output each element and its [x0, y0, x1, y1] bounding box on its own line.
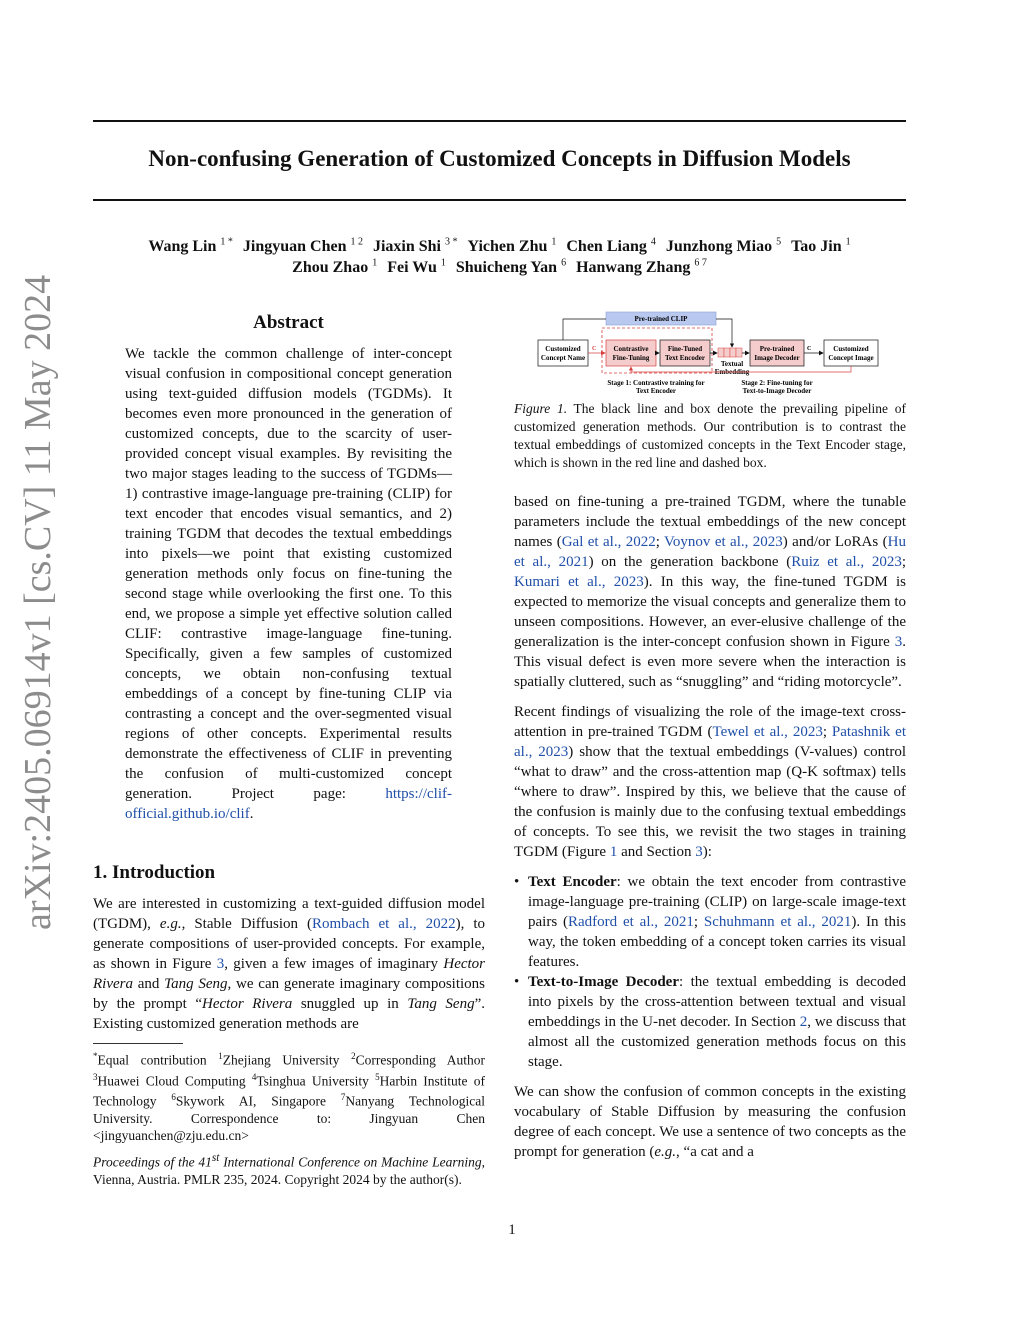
stage1-line2: Text Encoder — [636, 387, 676, 395]
contrastive-line1: Contrastive — [613, 345, 649, 353]
customized-image-line1: Customized — [833, 345, 869, 353]
clip-to-embedding-line — [716, 319, 732, 347]
abstract-text: We tackle the common challenge of inter-concept visual confusion in compositional concept generation using text-guided diffusion models (TGDMs). It becomes even more pronounced in the generation of customized concepts, due to the scarcity of user-provided concept visual examples. By revisiting the two major stages leading to the success of TGDMs—1) contrastive image-language pre-training (CLIP) for text encoder that encodes visual semantics, and 2) training TGDM that decodes the textual embeddings into pixels—we point that existing customized generation methods only focus on fine-tuning the second stage while overlooking the first one. To this end, we propose a simple yet effective solution called CLIF: contrastive image-language fine-tuning. Specifically, given a few samples of customized concepts, we obtain non-confusing textual embeddings of a concept by fine-tuning CLIP via contrasting a concept and the over-segmented visual regions of other concepts. Experimental results demonstrate the effectiveness of CLIF in preventing the confusion of multi-customized concept generation. Project page: https://clif-official.github.io/clif. — [125, 346, 452, 822]
author-1-5: Junzhong Miao $^5$ — [665, 237, 782, 256]
textual-line1: Textual — [720, 360, 744, 368]
page-number: 1 — [508, 1222, 516, 1238]
stage2-line2: Text-to-Image Decoder — [742, 387, 812, 395]
author-2-0: Zhou Zhao $^1$ — [292, 258, 378, 277]
author-1-0: Wang Lin $^{1 *}$ — [148, 237, 233, 256]
title-bottom-rule — [93, 199, 906, 201]
right-paragraph-1: based on fine-tuning a pre-trained TGDM, where the tunable parameters include the textual embeddings of the new concept names (Gal et al., 2022; Voynov et al., 2023) and/or LoRAs (Hu et al., 2021) on the generation backbone (Ruiz et al., 2023; Kumari et al., 2023). In this way, the fine-tuned TGDM is expected to memorize the visual concepts and generalize them to unseen compositions. However, an ever-elusive challenge of the generalization is the inter-concept confusion shown in Figure 3. This visual defect is even more severe when the interaction is spatially cluttered, such as “snuggling” and “riding motorcycle”. — [514, 494, 906, 690]
stage-list — [514, 872, 906, 1072]
proceedings-note: Proceedings of the 41st International Conference on Machine Learning, Vienna, Austria. PMLR 235, 2024. Copyright 2024 by the author(s). — [93, 1152, 485, 1187]
finetuned-encoder-box — [660, 340, 710, 366]
decoder-line2: Image Decoder — [754, 354, 800, 362]
stage1-line1: Stage 1: Contrastive training for — [607, 379, 705, 387]
author-1-4: Chen Liang $^4$ — [566, 237, 656, 256]
top-rule — [93, 120, 906, 122]
author-2-3: Hanwang Zhang $^{6 7}$ — [576, 258, 707, 277]
figure-caption: Figure 1. The black line and box denote the prevailing pipeline of customized generation methods. Our contribution is to contrast the textual embeddings of customized concepts in the Text Encoder stage, which is shown in the red line and dashed box. — [514, 401, 907, 470]
right-paragraph-3: We can show the confusion of common concepts in the existing vocabulary of Stable Diffusion by measuring the confusion degree of each concept. We use a sentence of two concepts as the prompt for generation (e.g., “a cat and a — [514, 1084, 906, 1160]
citation-link[interactable]: Gal et al., 2022 — [561, 534, 656, 550]
author-1-2: Jiaxin Shi $^{3 *}$ — [372, 237, 458, 256]
footnote-rule — [93, 1043, 183, 1044]
customized-name-box — [538, 340, 588, 366]
customized-image-line2: Concept Image — [828, 354, 874, 362]
author-2-2: Shuicheng Yan $^6$ — [455, 258, 567, 277]
citation-link[interactable]: Voynov et al., 2023 — [664, 534, 783, 550]
footnote: *Equal contribution $^1$Zhejiang University $^2$Corresponding Author $^3$Huawei Cloud Computing $^4$Tsinghua University $^5$Harbin Institute of Technology $^6$Skywork AI, Singapore $^7$Nanyang Technological University. Correspondence to: Jingyuan Chen <jingyuanchen@zju.edu.cn> — [93, 1051, 486, 1143]
citation-link[interactable]: Kumari et al., 2023 — [514, 574, 644, 590]
citation-link[interactable]: Patashnik et al., 2023 — [514, 724, 906, 760]
list-item-decoder: • Text-to-Image Decoder: the textual embedding is decoded into pixels by the cross-attention between textual and visual embeddings in the U-net decoder. In Section 2, we discuss that almost all the customized generation methods focus on this stage. — [514, 974, 906, 1070]
figure-ref-link[interactable]: 3 — [216, 956, 225, 972]
right-column — [514, 492, 906, 1162]
clip-label: Pre-trained CLIP — [634, 315, 688, 323]
embedding-blocks — [718, 348, 742, 357]
author-1-1: Jingyuan Chen $^{1 2}$ — [242, 237, 363, 256]
figure-ref-link[interactable]: 3 — [894, 634, 903, 650]
paper-title: Non-confusing Generation of Customized Concepts in Diffusion Models — [148, 146, 851, 171]
introduction-heading: 1. Introduction — [93, 862, 216, 883]
citation-link[interactable]: Ruiz et al., 2023 — [791, 554, 902, 570]
citation-link[interactable]: Hu et al., 2021 — [514, 534, 906, 570]
finetuned-line1: Fine-Tuned — [667, 345, 703, 353]
finetuned-line2: Text Encoder — [665, 354, 705, 362]
right-paragraph-2: Recent findings of visualizing the role of the image-text cross-attention in pre-trained TGDM (Tewel et al., 2023; Patashnik et al., 2023) show that the textual embeddings (V-values) control “what to draw” and the cross-attention map (Q-K softmax) tells “where to draw”. Inspired by this, we believe that the cause of the confusion is mainly due to the confusing textual embeddings of concepts. To see this, we revisit the two stages in training TGDM (Figure 1 and Section 3): — [514, 704, 906, 860]
c-mix-label: C — [807, 346, 812, 352]
contrastive-line2: Fine-Tuning — [612, 354, 650, 362]
figure-ref-link[interactable]: 1 — [609, 844, 618, 860]
customized-image-box — [824, 340, 878, 366]
author-1-6: Tao Jin $^1$ — [791, 237, 851, 256]
author-1-3: Yichen Zhu $^1$ — [467, 237, 557, 256]
citation-link[interactable]: Rombach et al., 2022 — [312, 916, 456, 932]
pipeline-figure — [536, 310, 906, 398]
textual-line2: Embedding — [714, 368, 750, 376]
intro-paragraph: We are interested in customizing a text-guided diffusion model (TGDM), e.g., Stable Diffusion (Rombach et al., 2022), to generate compositions of user-provided concepts. For example, as shown in Figure 3, given a few images of imaginary Hector Rivera and Tang Seng, we can generate imaginary compositions by the prompt “Hector Rivera snuggled up in Tang Seng”. Existing customized generation methods are — [93, 896, 486, 1032]
contrastive-box — [606, 340, 656, 366]
list-item-text-encoder: • Text Encoder: we obtain the text encoder from contrastive image-language pre-training (CLIP) on large-scale image-text pairs (Radford et al., 2021; Schuhmann et al., 2021). In this way, the token embedding of a concept token carries its visual features. — [514, 874, 906, 970]
citation-link[interactable]: Tewel et al., 2023 — [712, 724, 823, 740]
black-pipeline-line — [563, 319, 606, 340]
abstract-heading: Abstract — [253, 312, 324, 333]
project-link[interactable]: https://clif-official.github.io/clif — [125, 786, 452, 822]
section-ref-link[interactable]: 3 — [695, 844, 703, 860]
citation-link[interactable]: Schuhmann et al., 2021 — [703, 914, 852, 930]
authors-line-1 — [93, 237, 906, 256]
c-self-label: C — [592, 346, 597, 352]
arxiv-identifier: arXiv:2405.06914v1 [cs.CV] 11 May 2024 — [17, 274, 59, 930]
stage2-line1: Stage 2: Fine-tuning for — [741, 379, 813, 387]
customized-name-line2: Concept Name — [540, 354, 586, 362]
section-ref-link[interactable]: 2 — [799, 1014, 808, 1030]
image-decoder-box — [750, 340, 804, 366]
citation-link[interactable]: Radford et al., 2021 — [568, 914, 694, 930]
authors-line-2 — [93, 258, 906, 277]
decoder-line1: Pre-trained — [759, 345, 795, 353]
author-2-1: Fei Wu $^1$ — [387, 258, 446, 277]
customized-name-line1: Customized — [545, 345, 581, 353]
